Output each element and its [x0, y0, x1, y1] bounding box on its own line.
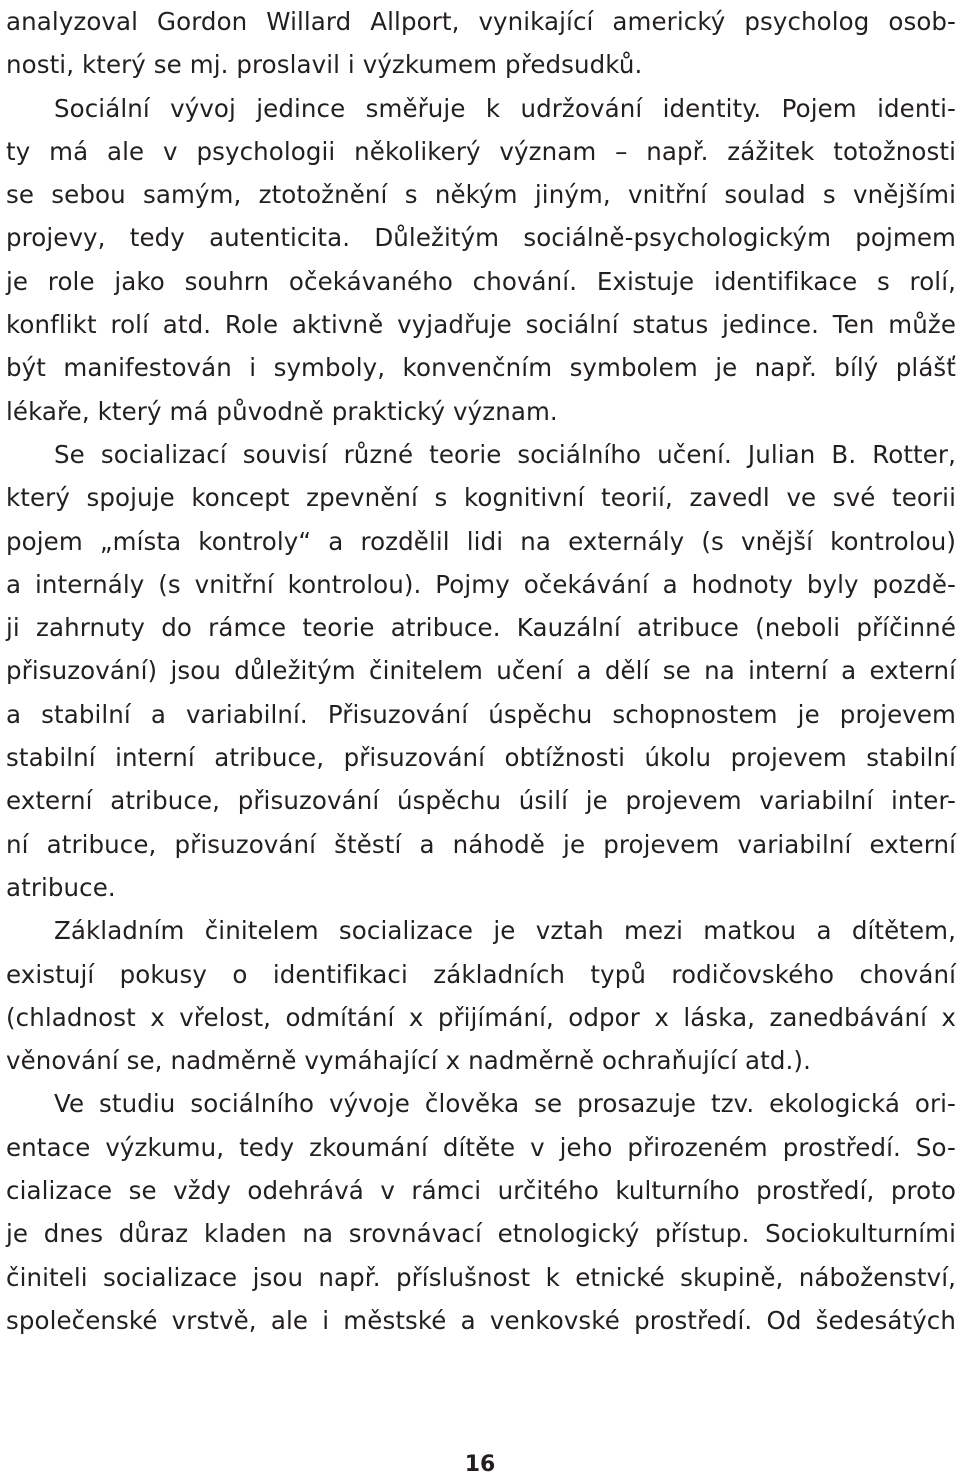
text-line: být manifestován i symboly, konvenčním symbolem je např. bílý plášť	[6, 353, 956, 383]
text-line: přisuzování) jsou důležitým činitelem učení a dělí se na interní a externí	[6, 656, 956, 686]
page-number: 16	[464, 1452, 496, 1477]
text-line: stabilní interní atribuce, přisuzování obtížnosti úkolu projevem stabilní	[6, 743, 956, 773]
text-line: externí atribuce, přisuzování úspěchu úsilí je projevem variabilní inter-	[6, 786, 956, 816]
body-text	[6, 0, 956, 1342]
text-line-paragraph-start: Základním činitelem socializace je vztah mezi matkou a dítětem,	[54, 916, 956, 946]
text-line: činiteli socializace jsou např. příslušnost k etnické skupině, náboženství,	[6, 1262, 956, 1292]
text-line: projevy, tedy autenticita. Důležitým sociálně-psychologickým pojmem	[6, 223, 956, 253]
text-line: cializace se vždy odehrává v rámci určitého kulturního prostředí, proto	[6, 1176, 956, 1206]
text-line: entace výzkumu, tedy zkoumání dítěte v jeho přirozeném prostředí. So-	[6, 1132, 956, 1162]
text-line: je dnes důraz kladen na srovnávací etnologický přístup. Sociokulturními	[6, 1219, 956, 1249]
text-line: který spojuje koncept zpevnění s kognitivní teorií, zavedl ve své teorii	[6, 483, 956, 513]
text-line: konflikt rolí atd. Role aktivně vyjadřuje sociální status jedince. Ten může	[6, 310, 956, 340]
text-line: atribuce.	[6, 872, 116, 902]
text-line: nosti, který se mj. proslavil i výzkumem předsudků.	[6, 50, 643, 80]
text-line-paragraph-start: Sociální vývoj jedince směřuje k udržování identity. Pojem identi-	[54, 93, 956, 123]
text-line: společenské vrstvě, ale i městské a venkovské prostředí. Od šedesátých	[6, 1305, 956, 1335]
text-line: a stabilní a variabilní. Přisuzování úspěchu schopnostem je projevem	[6, 699, 956, 729]
text-line: věnování se, nadměrně vymáhající x nadměrně ochraňující atd.).	[6, 1046, 811, 1076]
text-line: (chladnost x vřelost, odmítání x přijímání, odpor x láska, zanedbávání x	[6, 1002, 956, 1032]
text-line-paragraph-start: Ve studiu sociálního vývoje člověka se prosazuje tzv. ekologická ori-	[54, 1089, 956, 1119]
text-line: ji zahrnuty do rámce teorie atribuce. Kauzální atribuce (neboli příčinné	[6, 613, 956, 643]
text-line: ty má ale v psychologii několikerý význam – např. zážitek totožnosti	[6, 136, 956, 166]
text-line: existují pokusy o identifikaci základních typů rodičovského chování	[6, 959, 956, 989]
text-line: se sebou samým, ztotožnění s někým jiným, vnitřní soulad s vnějšími	[6, 180, 956, 210]
text-line: a internály (s vnitřní kontrolou). Pojmy očekávání a hodnoty byly pozdě-	[6, 569, 956, 599]
text-line-paragraph-start: Se socializací souvisí různé teorie sociálního učení. Julian B. Rotter,	[54, 439, 956, 469]
text-line: je role jako souhrn očekávaného chování. Existuje identifikace s rolí,	[6, 266, 956, 296]
text-line: analyzoval Gordon Willard Allport, vynikající americký psycholog osob-	[6, 7, 956, 36]
text-line: lékaře, který má původně praktický význam.	[6, 396, 558, 426]
text-line: pojem „místa kontroly“ a rozdělil lidi na externály (s vnější kontrolou)	[6, 526, 956, 556]
text-line: ní atribuce, přisuzování štěstí a náhodě je projevem variabilní externí	[6, 829, 956, 859]
